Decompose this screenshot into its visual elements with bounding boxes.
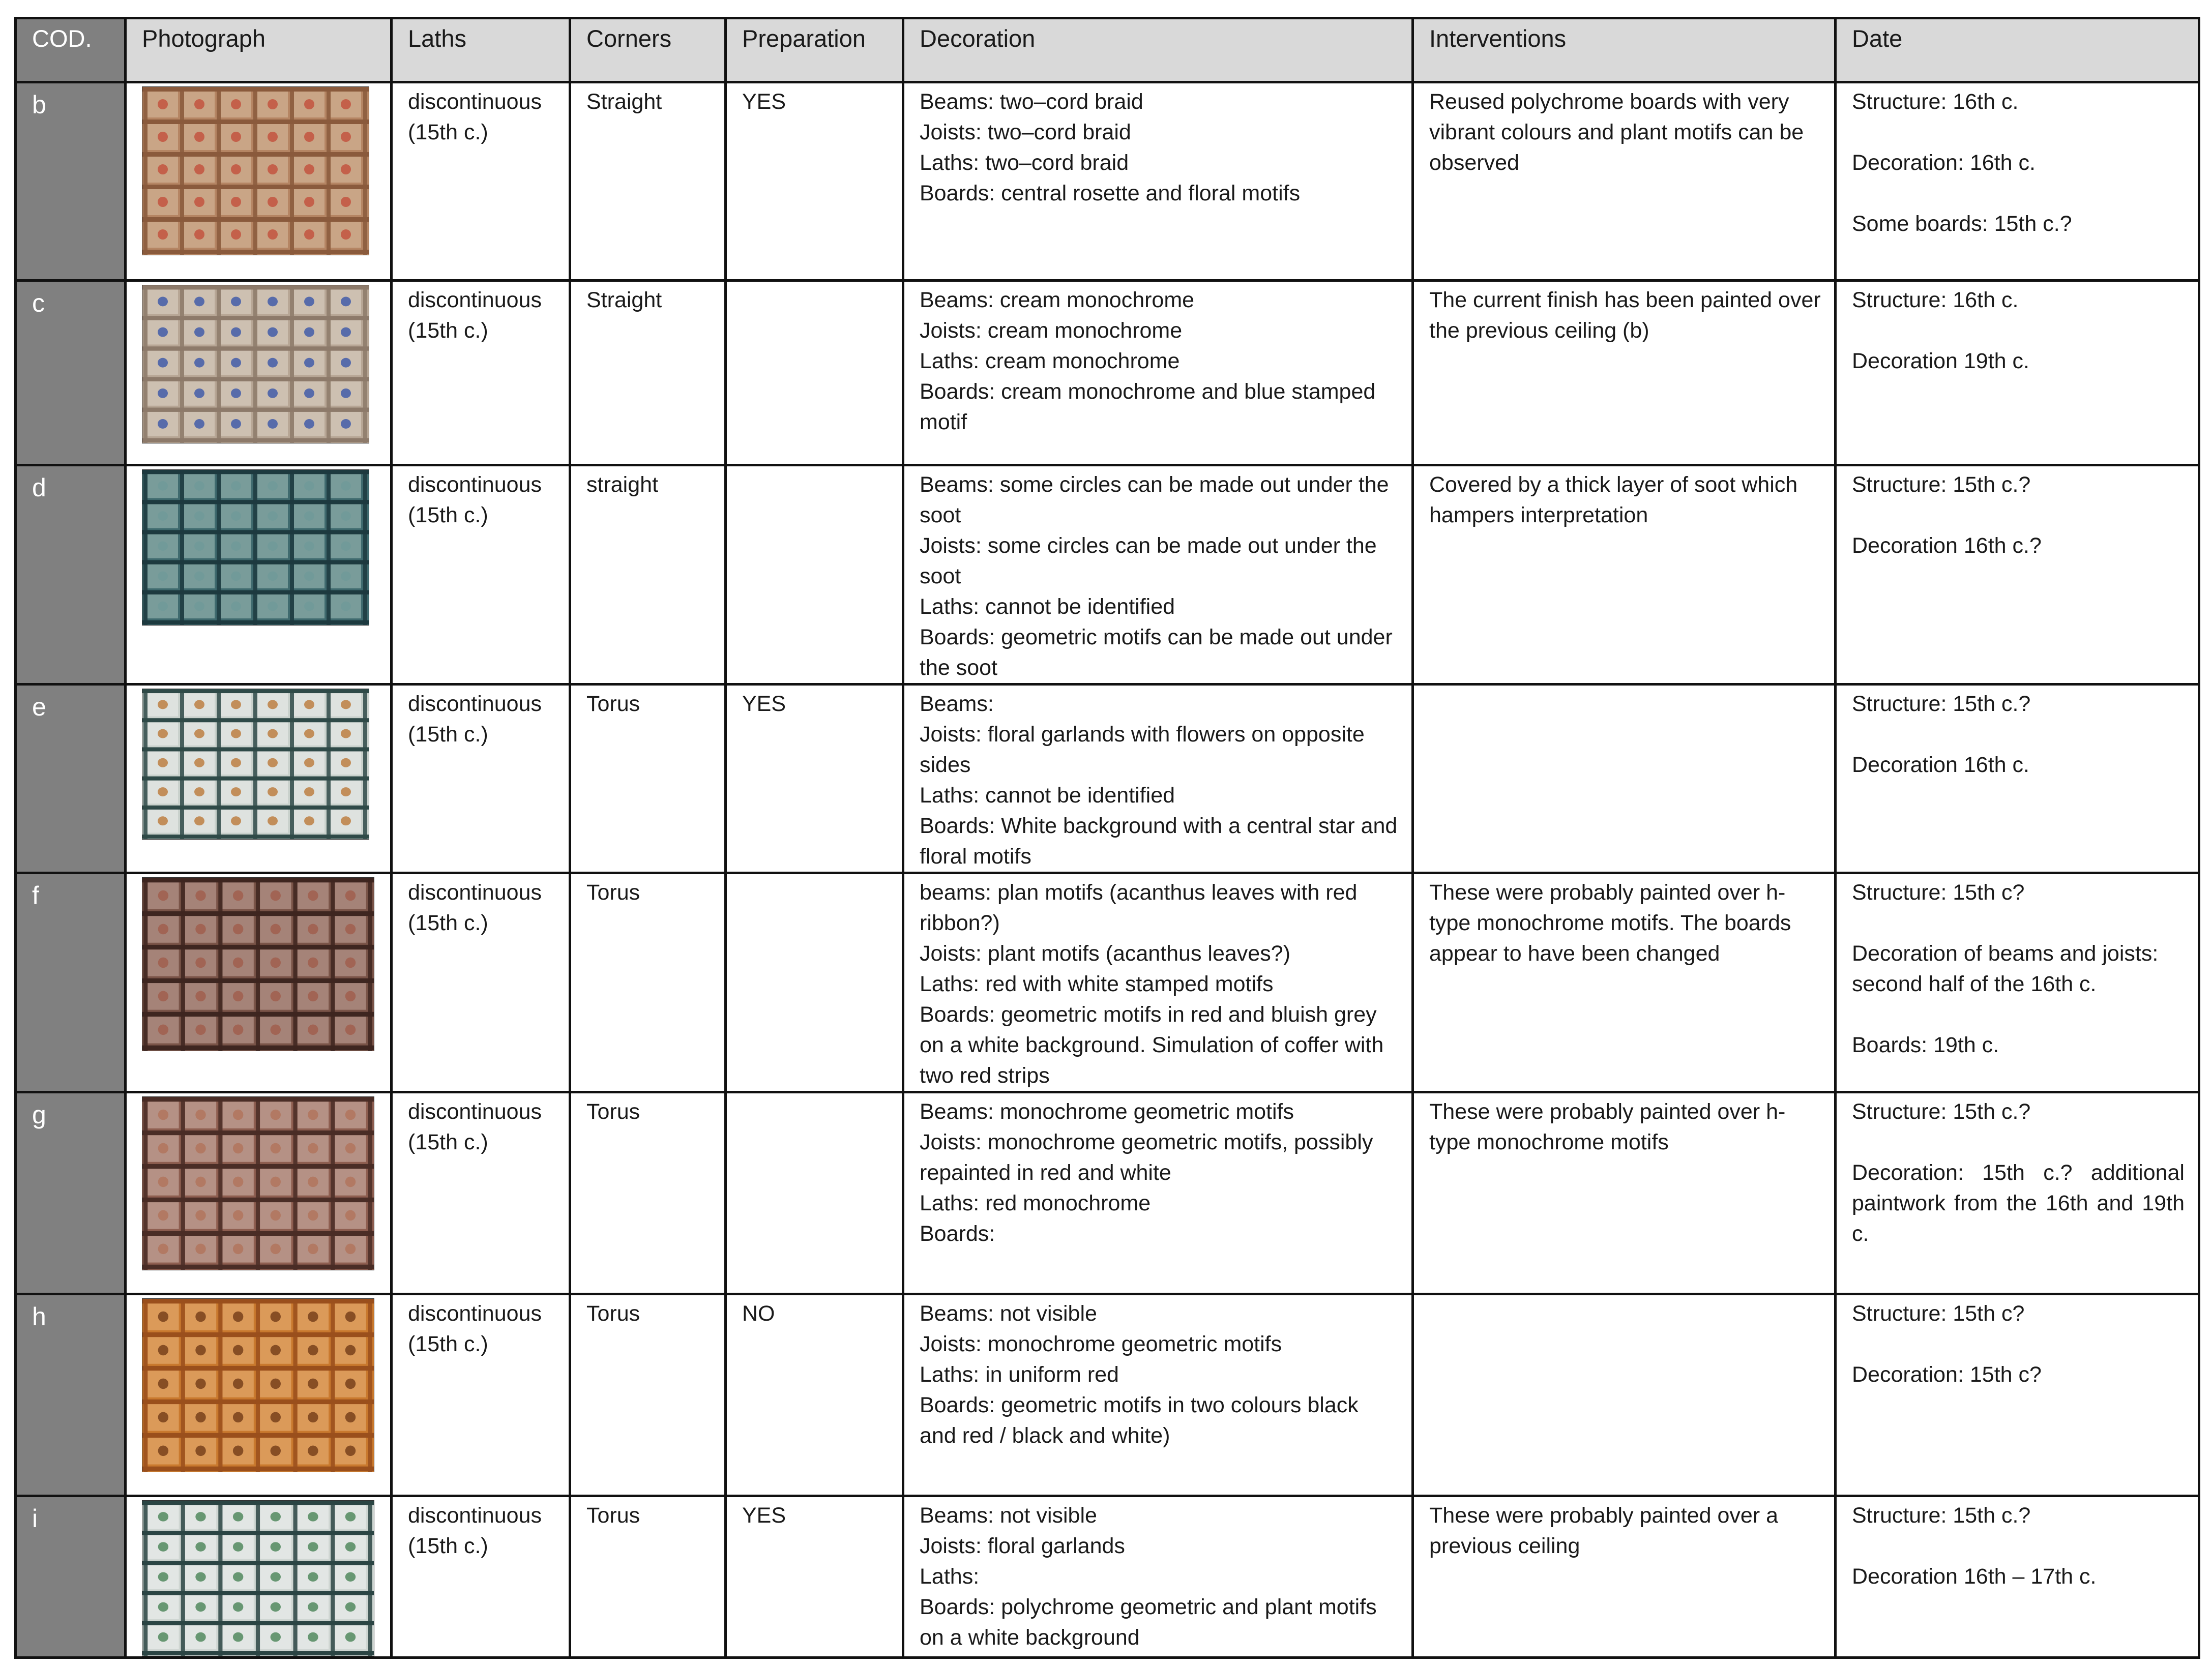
cell-interventions: Covered by a thick layer of soot which hampers interpretation <box>1413 465 1836 685</box>
header-corners: Corners <box>570 18 726 82</box>
cell-preparation: YES <box>726 82 903 281</box>
cell-cod: d <box>16 465 126 685</box>
cell-decoration: Beams: cream monochrome Joists: cream monochrome Laths: cream monochrome Boards: cream monochrome and blue stamped motif <box>903 281 1413 465</box>
cell-date: Structure: 15th c.? Decoration 16th c. <box>1836 685 2199 873</box>
table-body <box>16 82 2199 1658</box>
cell-photograph <box>126 873 392 1092</box>
cell-cod: b <box>16 82 126 281</box>
cell-corners: Straight <box>570 281 726 465</box>
cell-preparation <box>726 873 903 1092</box>
cell-decoration: Beams: monochrome geometric motifs Joists: monochrome geometric motifs, possibly repainted in red and white Laths: red monochrome Boards: <box>903 1092 1413 1294</box>
cell-laths: discontinuous (15th c.) <box>392 1092 570 1294</box>
cell-decoration: Beams: not visible Joists: floral garlands Laths: Boards: polychrome geometric and plant motifs on a white background <box>903 1496 1413 1658</box>
cell-date: Structure: 16th c. Decoration: 16th c. Some boards: 15th c.? <box>1836 82 2199 281</box>
table-row <box>16 465 2199 685</box>
cell-photograph <box>126 1294 392 1496</box>
cell-corners: Torus <box>570 685 726 873</box>
ceiling-photo <box>142 285 369 443</box>
cell-corners: Torus <box>570 1294 726 1496</box>
cell-photograph <box>126 82 392 281</box>
cell-preparation: YES <box>726 1496 903 1658</box>
cell-preparation <box>726 281 903 465</box>
cell-laths: discontinuous (15th c.) <box>392 1496 570 1658</box>
ceiling-photo <box>142 469 369 626</box>
cell-photograph <box>126 685 392 873</box>
cell-interventions <box>1413 1294 1836 1496</box>
table-row <box>16 1294 2199 1496</box>
cell-laths: discontinuous (15th c.) <box>392 465 570 685</box>
cell-preparation: YES <box>726 685 903 873</box>
cell-laths: discontinuous (15th c.) <box>392 685 570 873</box>
cell-photograph <box>126 1496 392 1658</box>
cell-decoration: Beams: two–cord braid Joists: two–cord braid Laths: two–cord braid Boards: central rosette and floral motifs <box>903 82 1413 281</box>
cell-date: Structure: 15th c.? Decoration: 15th c.? additional paintwork from the 16th and 19th c. <box>1836 1092 2199 1294</box>
ceiling-photo <box>142 1298 374 1472</box>
header-row <box>16 18 2199 82</box>
cell-date: Structure: 15th c.? Decoration 16th – 17th c. <box>1836 1496 2199 1658</box>
cell-preparation <box>726 1092 903 1294</box>
cell-interventions: Reused polychrome boards with very vibrant colours and plant motifs can be observed <box>1413 82 1836 281</box>
cell-laths: discontinuous (15th c.) <box>392 1294 570 1496</box>
header-photograph: Photograph <box>126 18 392 82</box>
cell-corners: Torus <box>570 1092 726 1294</box>
cell-corners: Torus <box>570 1496 726 1658</box>
table-row <box>16 82 2199 281</box>
table-row <box>16 685 2199 873</box>
cell-decoration: Beams: not visible Joists: monochrome geometric motifs Laths: in uniform red Boards: geometric motifs in two colours black and red / black and white) <box>903 1294 1413 1496</box>
table-row <box>16 281 2199 465</box>
cell-corners: Straight <box>570 82 726 281</box>
table-row <box>16 1496 2199 1658</box>
cell-photograph <box>126 1092 392 1294</box>
cell-date: Structure: 15th c? Decoration: 15th c? <box>1836 1294 2199 1496</box>
cell-photograph <box>126 465 392 685</box>
table-header <box>16 18 2199 82</box>
table-row <box>16 1092 2199 1294</box>
cell-decoration: Beams: some circles can be made out under the soot Joists: some circles can be made out under the soot Laths: cannot be identified Boards: geometric motifs can be made out under the soot <box>903 465 1413 685</box>
cell-laths: discontinuous (15th c.) <box>392 873 570 1092</box>
cell-decoration: Beams: Joists: floral garlands with flowers on opposite sides Laths: cannot be identified Boards: White background with a central star and floral motifs <box>903 685 1413 873</box>
header-preparation: Preparation <box>726 18 903 82</box>
cell-interventions: These were probably painted over h-type monochrome motifs <box>1413 1092 1836 1294</box>
cell-cod: f <box>16 873 126 1092</box>
ceiling-photo <box>142 1500 374 1656</box>
cell-cod: i <box>16 1496 126 1658</box>
cell-preparation <box>726 465 903 685</box>
cell-laths: discontinuous (15th c.) <box>392 281 570 465</box>
table-row <box>16 873 2199 1092</box>
cell-corners: Torus <box>570 873 726 1092</box>
cell-cod: e <box>16 685 126 873</box>
cell-preparation: NO <box>726 1294 903 1496</box>
cell-date: Structure: 15th c.? Decoration 16th c.? <box>1836 465 2199 685</box>
header-date: Date <box>1836 18 2199 82</box>
cell-laths: discontinuous (15th c.) <box>392 82 570 281</box>
ceiling-photo <box>142 877 374 1051</box>
cell-date: Structure: 16th c. Decoration 19th c. <box>1836 281 2199 465</box>
header-cod: COD. <box>16 18 126 82</box>
ceiling-catalogue-table <box>14 17 2200 1659</box>
header-interventions: Interventions <box>1413 18 1836 82</box>
cell-cod: g <box>16 1092 126 1294</box>
ceiling-photo <box>142 1096 374 1270</box>
cell-cod: h <box>16 1294 126 1496</box>
cell-interventions: The current finish has been painted over the previous ceiling (b) <box>1413 281 1836 465</box>
cell-corners: straight <box>570 465 726 685</box>
cell-photograph <box>126 281 392 465</box>
cell-cod: c <box>16 281 126 465</box>
cell-decoration: beams: plan motifs (acanthus leaves with red ribbon?) Joists: plant motifs (acanthus leaves?) Laths: red with white stamped motifs Boards: geometric motifs in red and bluish grey on a white background. Simulation of coffer with two red strips <box>903 873 1413 1092</box>
cell-date: Structure: 15th c? Decoration of beams and joists: second half of the 16th c. Boards: 19th c. <box>1836 873 2199 1092</box>
header-decoration: Decoration <box>903 18 1413 82</box>
ceiling-photo <box>142 86 369 255</box>
ceiling-photo <box>142 689 369 840</box>
cell-interventions: These were probably painted over a previous ceiling <box>1413 1496 1836 1658</box>
header-laths: Laths <box>392 18 570 82</box>
cell-interventions: These were probably painted over h-type monochrome motifs. The boards appear to have been changed <box>1413 873 1836 1092</box>
cell-interventions <box>1413 685 1836 873</box>
